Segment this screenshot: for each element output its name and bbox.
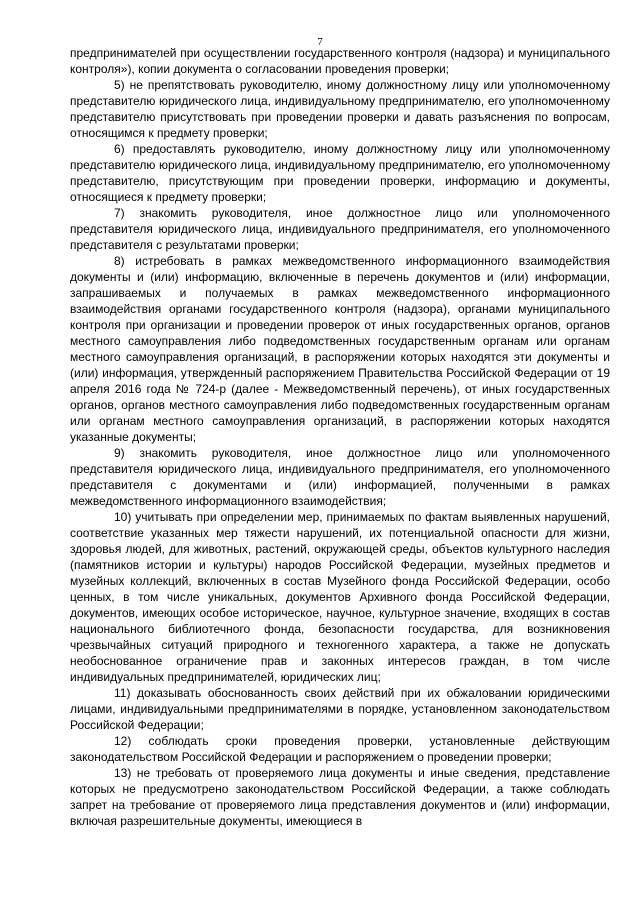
paragraph-item-10: 10) учитывать при определении мер, принимаемых по фактам выявленных нарушений, соответствие указанных мер тяжести нарушений, их потенциальной опасности для жизни, здоровья людей, для животных, растений, окружающей среды, объектов культурного наследия (памятников истории и культуры) народов Российской Федерации, музейных предметов и музейных коллекций, включенных в состав Музейного фонда Российской Федерации, особо ценных, в том числе уникальных, документов Архивного фонда Российской Федерации, документов, имеющих особое историческое, научное, культурное значение, входящих в состав национального библиотечного фонда, безопасности государства, для возникновения чрезвычайных ситуаций природного и техногенного характера, а также не допускать необоснованное ограничение прав и законных интересов граждан, в том числе индивидуальных предпринимателей, юридических лиц; xyxy=(70,510,610,684)
paragraph-item-13: 13) не требовать от проверяемого лица документы и иные сведения, представление которых не предусмотрено законодательством Российской Федерации, а также соблюдать запрет на требование от проверяемого лица представления документов и (или) информации, включая разрешительные документы, имеющиеся в xyxy=(70,766,610,828)
paragraph-item-8: 8) истребовать в рамках межведомственного информационного взаимодействия документы и (или) информацию, включенные в перечень документов и (или) информации, запрашиваемых и получаемых в рамках межведомственного информационного взаимодействия органами государственного контроля (надзора), органами муниципального контроля при организации и проведении проверок от иных государственных органов, органов местного самоуправления либо подведомственных государственным органам или органам местного самоуправления организаций, в распоряжении которых находятся эти документы и (или) информация, утвержденный распоряжением Правительства Российской Федерации от 19 апреля 2016 года № 724-р (далее - Межведомственный перечень), от иных государственных органов, органов местного самоуправления либо подведомственных государственным органам или органам местного самоуправления организаций, в распоряжении которых находятся указанные документы; xyxy=(70,254,610,444)
paragraph-continuation: предпринимателей при осуществлении государственного контроля (надзора) и муниципального контроля»), копии документа о согласовании проведения проверки; xyxy=(70,46,610,76)
paragraph-item-7: 7) знакомить руководителя, иное должностное лицо или уполномоченного представителя юридического лица, индивидуального предпринимателя, его уполномоченного представителя с результатами проверки; xyxy=(70,206,610,252)
paragraph-item-6: 6) предоставлять руководителю, иному должностному лицу или уполномоченному представителю юридического лица, индивидуальному предпринимателю, его уполномоченному представителю, присутствующим при проведении проверки, информацию и документы, относящиеся к предмету проверки; xyxy=(70,142,610,204)
document-body xyxy=(70,45,610,829)
paragraph-item-11: 11) доказывать обоснованность своих действий при их обжаловании юридическими лицами, индивидуальными предпринимателями в порядке, установленном законодательством Российской Федерации; xyxy=(70,686,610,732)
paragraph-item-9: 9) знакомить руководителя, иное должностное лицо или уполномоченного представителя юридического лица, индивидуального предпринимателя, его уполномоченного представителя с документами и (или) информацией, полученными в рамках межведомственного информационного взаимодействия; xyxy=(70,446,610,508)
paragraph-item-5: 5) не препятствовать руководителю, иному должностному лицу или уполномоченному представителю юридического лица, индивидуальному предпринимателю, его уполномоченному представителю присутствовать при проведении проверки и давать разъяснения по вопросам, относящимся к предмету проверки; xyxy=(70,78,610,140)
paragraph-item-12: 12) соблюдать сроки проведения проверки, установленные действующим законодательством Российской Федерации и распоряжением о проведении проверки; xyxy=(70,734,610,764)
page-number: 7 xyxy=(317,36,323,48)
